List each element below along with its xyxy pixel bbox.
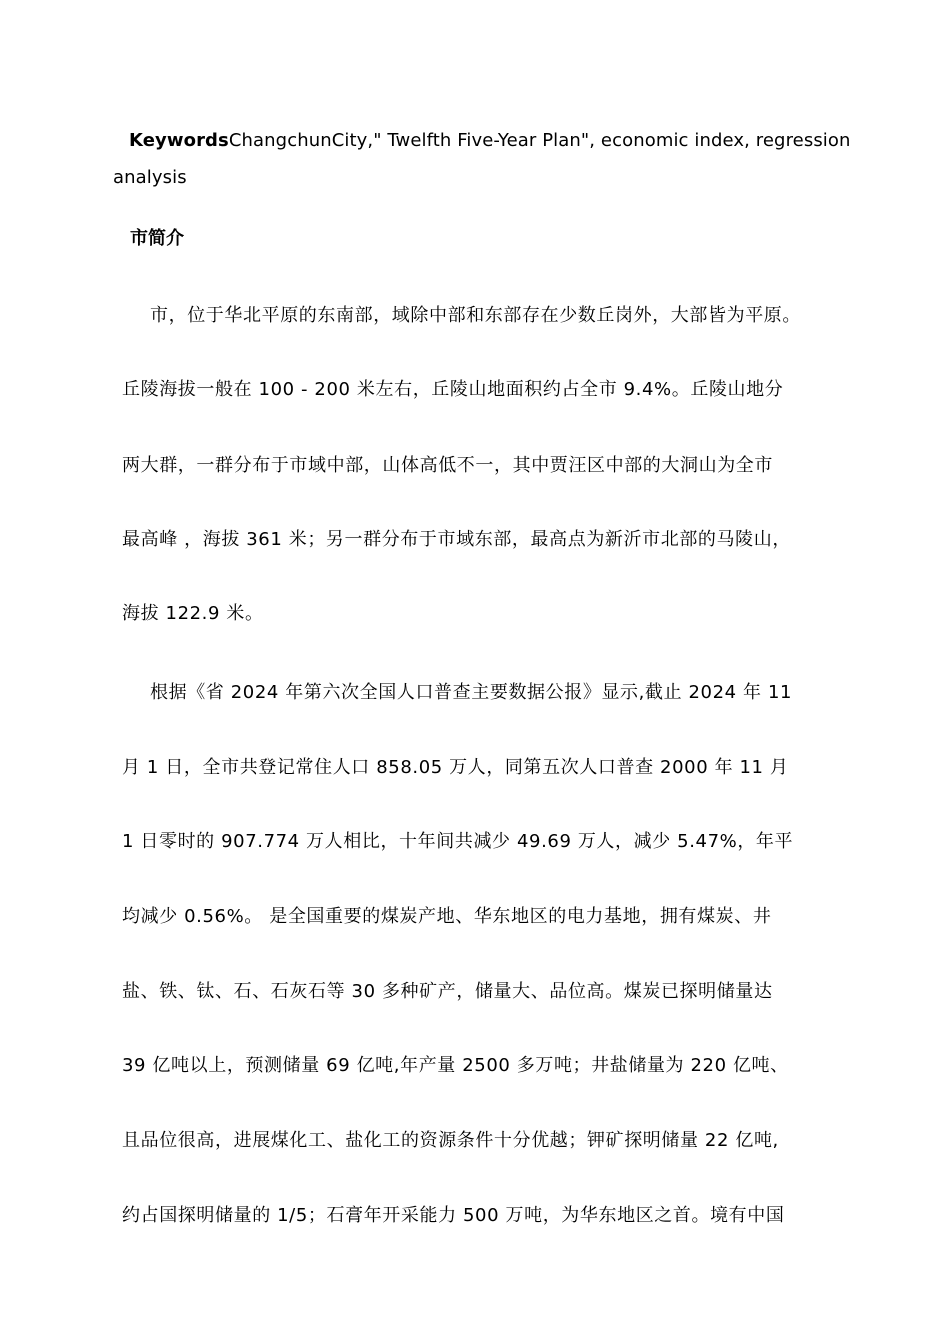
paragraph-line: 根据《省 2024 年第六次全国人口普查主要数据公报》显示,截止 2024 年 11 [150, 682, 793, 703]
paragraph-line: 最高峰 ，海拔 361 米；另一群分布于市域东部，最高点为新沂市北部的马陵山， [122, 529, 791, 550]
paragraph-line: 盐、铁、钛、石、石灰石等 30 多种矿产，储量大、品位高。煤炭已探明储量达 [122, 981, 773, 1002]
paragraph-line: 均减少 0.56%。 是全国重要的煤炭产地、华东地区的电力基地，拥有煤炭、井 [122, 906, 772, 927]
keywords-text: ChangchunCity," Twelfth Five-Year Plan", economic index, regression analysis [113, 130, 851, 188]
paragraph-line: 两大群，一群分布于市域中部，山体高低不一，其中贾汪区中部的大洞山为全市 [122, 455, 773, 476]
paragraph-line: 39 亿吨以上，预测储量 69 亿吨,年产量 2500 多万吨；井盐储量为 220 亿吨、 [122, 1055, 789, 1076]
paragraph-line: 约占国探明储量的 1/5；石膏年开采能力 500 万吨，为华东地区之首。境有中国 [122, 1205, 785, 1226]
paragraph-line: 且品位很高，进展煤化工、盐化工的资源条件十分优越；钾矿探明储量 22 亿吨, [122, 1130, 779, 1151]
paragraph-line: 月 1 日，全市共登记常住人口 858.05 万人，同第五次人口普查 2000 年 11 月 [122, 757, 789, 778]
keywords-block [113, 122, 853, 196]
paragraph-line: 1 日零时的 907.774 万人相比，十年间共减少 49.69 万人，减少 5.47%，年平 [122, 831, 794, 852]
paragraph-line: 海拔 122.9 米。 [122, 603, 264, 624]
paragraph-line: 丘陵海拔一般在 100 - 200 米左右，丘陵山地面积约占全市 9.4%。丘陵山地分 [122, 379, 784, 400]
section-heading: 市简介 [130, 228, 184, 249]
paragraph-line: 市，位于华北平原的东南部，域除中部和东部存在少数丘岗外，大部皆为平原。 [150, 305, 801, 326]
keywords-label: Keywords [129, 130, 229, 151]
